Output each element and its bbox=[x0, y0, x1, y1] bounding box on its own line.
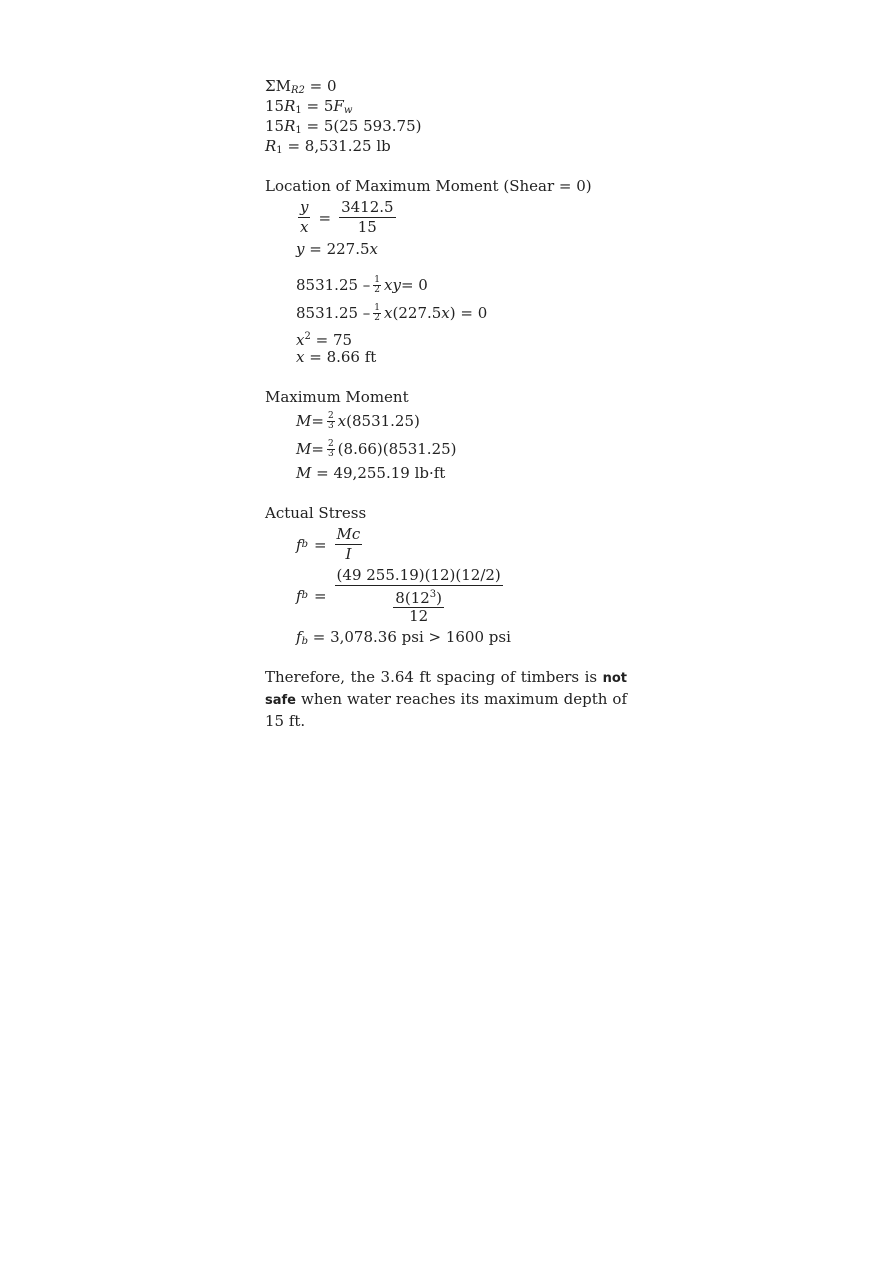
similar-triangle-ratio: $\frac{y}{x}$ = $\frac{3412.5}{15}$ bbox=[300, 198, 394, 236]
moment-equation-2: M = $\frac{2}{3}$ (8.66)(8531.25) bbox=[296, 438, 457, 459]
stress-block bbox=[265, 503, 630, 647]
half-fraction: $\frac{1}{2}$ bbox=[374, 274, 381, 295]
y-expression: y = 227.5x bbox=[296, 240, 378, 258]
stress-substitution: f b = $\frac{(49 255.19)(12)(12/2)}{\frac{8(12^3)}{12}}$ bbox=[296, 566, 501, 625]
moment-block bbox=[265, 387, 630, 483]
stress-result: $f_b = 3,078.36$ psi > 1600 psi bbox=[296, 628, 511, 647]
moment-heading: Maximum Moment bbox=[265, 388, 409, 406]
location-block bbox=[265, 176, 630, 367]
flexure-formula: f b = $\frac{Mc}{I}$ bbox=[296, 525, 361, 563]
x-result: x = 8.66 ft bbox=[296, 348, 377, 366]
x-squared-line: $x^2 = 75$ bbox=[296, 331, 353, 349]
moment-equation-1: M = $\frac{2}{3}$ x (8531.25) bbox=[296, 410, 420, 431]
two-thirds-fraction: $\frac{2}{3}$ bbox=[327, 410, 334, 431]
conclusion-paragraph: Therefore, the 3.64 ft spacing of timbers is not safe when water reaches its maximum depth of 15 ft. bbox=[265, 668, 627, 730]
moment-result: M = 49,255.19 lb·ft bbox=[296, 464, 446, 482]
reaction-block bbox=[265, 76, 630, 156]
shear-equation-2: 8531.25 – $\frac{1}{2}$ x (227.5 x ) = 0 bbox=[296, 302, 488, 323]
not-safe-emphasis: not safe bbox=[265, 671, 627, 708]
stress-heading: Actual Stress bbox=[265, 504, 367, 522]
two-thirds-fraction: $\frac{2}{3}$ bbox=[327, 438, 334, 459]
reaction-equation-2: $15R_1 = 5(25$ 593.75) bbox=[265, 117, 422, 136]
mc-over-i-fraction: $\frac{Mc}{I}$ bbox=[336, 525, 361, 563]
solution-content bbox=[265, 76, 630, 731]
value-fraction: $\frac{3412.5}{15}$ bbox=[341, 198, 394, 236]
moment-of-inertia-fraction: $\frac{8(12^3)}{12}$ bbox=[393, 586, 444, 625]
moment-sum-line: $\Sigma M_{R2} = 0$ bbox=[265, 77, 337, 96]
ratio-fraction: $\frac{y}{x}$ bbox=[300, 198, 309, 236]
stress-fraction: $\frac{(49 255.19)(12)(12/2)}{\frac{8(12^3)}{12}}$ bbox=[336, 566, 501, 625]
reaction-equation-1: $15R_1 = 5F_w$ bbox=[265, 97, 353, 116]
shear-equation-1: 8531.25 – $\frac{1}{2}$ xy = 0 bbox=[296, 274, 428, 295]
half-fraction: $\frac{1}{2}$ bbox=[374, 302, 381, 323]
location-heading: Location of Maximum Moment (Shear = 0) bbox=[265, 177, 592, 195]
reaction-result: $R_1 = 8,531.25$ lb bbox=[265, 137, 391, 156]
